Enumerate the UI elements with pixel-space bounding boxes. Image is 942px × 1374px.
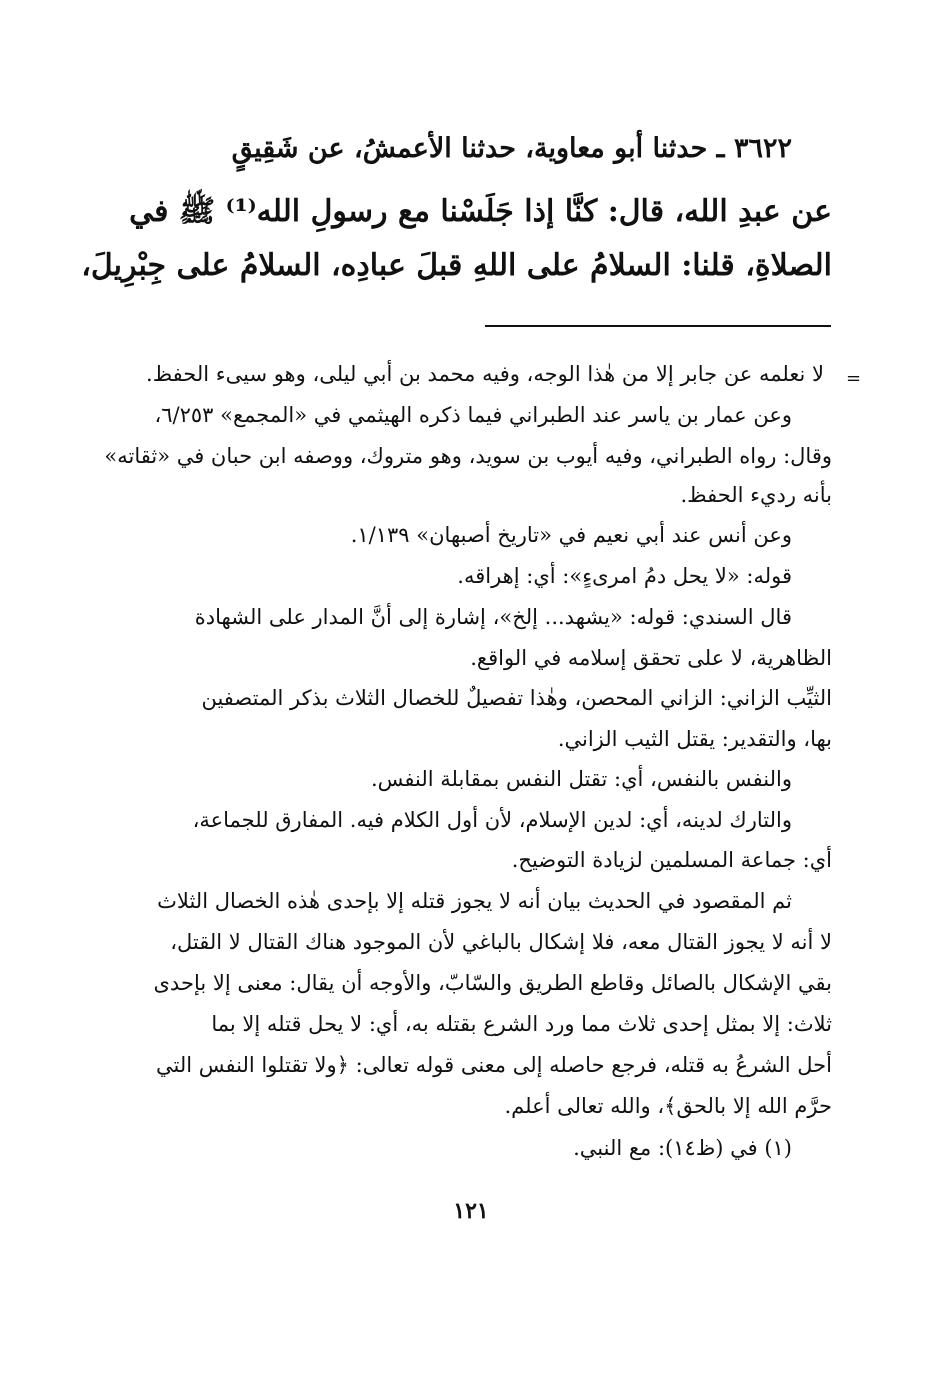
footnote-line: والنفس بالنفس، أي: تقتل النفس بمقابلة النفس. (370, 767, 792, 791)
hadith-line-2: عن عبدِ الله، قال: كنَّا إذا جَلَسْنا مع رسولِ الله⁽¹⁾ ﷺ في (129, 194, 832, 229)
footnote-line: أي: جماعة المسلمين لزيادة التوضيح. (511, 848, 832, 872)
footnote-line: وقال: رواه الطبراني، وفيه أيوب بن سويد، وهو متروك، ووصفه ابن حبان في «ثقاته» (104, 444, 832, 468)
footnote-line: وعن أنس عند أبي نعيم في «تاريخ أصبهان» ١/١٣٩. (350, 523, 792, 547)
footnote-line: بأنه رديء الحفظ. (680, 483, 832, 507)
page-number: ١٢١ (453, 1198, 489, 1224)
footnote-line: لا أنه لا يجوز القتال معه، فلا إشكال بالباغي لأن الموجود هناك القتال لا القتل، (170, 930, 832, 954)
footnote-line: بقي الإشكال بالصائل وقاطع الطريق والسّابّ، والأوجه أن يقال: معنى إلا بإحدى (153, 971, 832, 995)
footnote-line: الثيِّب الزاني: الزاني المحصن، وهٰذا تفصيلٌ للخصال الثلاث بذكر المتصفين (201, 686, 832, 710)
footnote-line: حرَّم الله إلا بالحق﴾، والله تعالى أعلم. (504, 1094, 832, 1118)
footnote-line: قوله: «لا يحل دمُ امرىءٍ»: أي: إهراقه. (457, 564, 792, 588)
hadith-line-1: ٣٦٢٢ ـ حدثنا أبو معاوية، حدثنا الأعمشُ، عن شَقِيقٍ (231, 133, 792, 164)
hadith-line-3: الصلاةِ، قلنا: السلامُ على اللهِ قبلَ عبادِه، السلامُ على جِبْرِيلَ، (81, 248, 832, 283)
footnote-line: والتارك لدينه، أي: لدين الإسلام، لأن أول الكلام فيه. المفارق للجماعة، (192, 808, 792, 832)
footnote-divider (485, 325, 831, 327)
footnote-line: الظاهرية، لا على تحقق إسلامه في الواقع. (470, 646, 832, 670)
footnote-line: وعن عمار بن ياسر عند الطبراني فيما ذكره الهيثمي في «المجمع» ٦/٢٥٣، (154, 403, 792, 427)
footnote-line: أحل الشرعُ به قتله، فرجع حاصله إلى معنى قوله تعالى: ﴿ولا تقتلوا النفس التي (155, 1053, 832, 1077)
footnote-line: ثلاث: إلا بمثل إحدى ثلاث مما ورد الشرع بقتله به، أي: لا يحل قتله إلا بما (211, 1012, 832, 1036)
footnote-reference: (١) في (ظ١٤): مع النبي. (573, 1136, 792, 1160)
footnote-line: ثم المقصود في الحديث بيان أنه لا يجوز قتله إلا بإحدى هٰذه الخصال الثلاث (157, 889, 792, 913)
continuation-mark: = (846, 368, 862, 389)
footnote-line: قال السندي: قوله: «يشهد... إلخ»، إشارة إلى أنَّ المدار على الشهادة (194, 605, 792, 629)
footnote-line: بها، والتقدير: يقتل الثيب الزاني. (557, 727, 832, 751)
footnote-line: لا نعلمه عن جابر إلا من هٰذا الوجه، وفيه محمد بن أبي ليلى، وهو سيىء الحفظ. (146, 362, 824, 386)
